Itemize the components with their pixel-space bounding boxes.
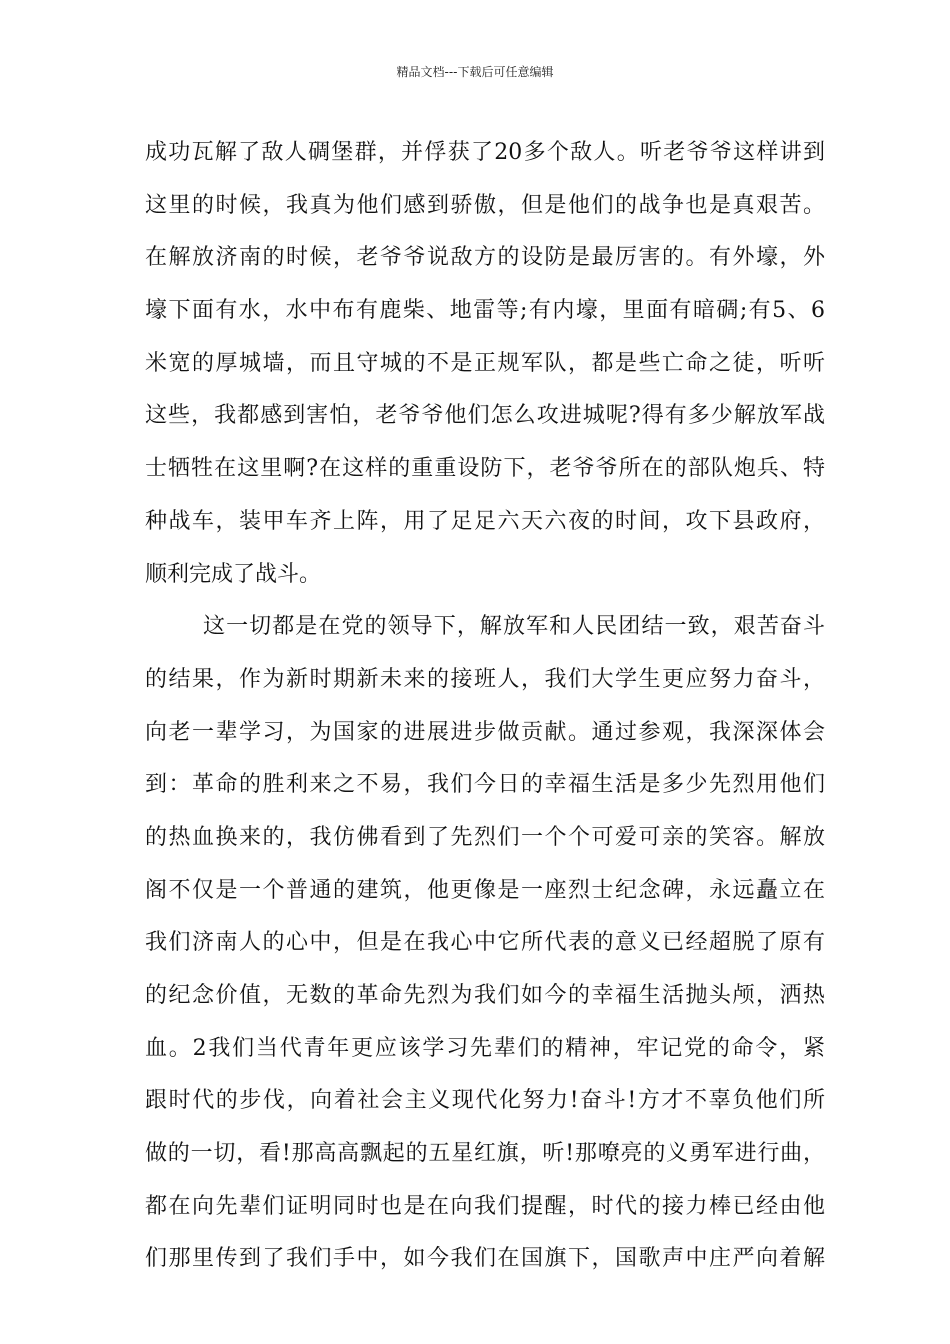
text-line: 血。2我们当代青年更应该学习先辈们的精神，牢记党的命令，紧	[145, 1035, 825, 1061]
text-line: 米宽的厚城墙，而且守城的不是正规军队，都是些亡命之徒，听听	[145, 350, 825, 376]
text-line: 顺利完成了战斗。	[145, 561, 322, 587]
text-line: 壕下面有水，水中布有鹿柴、地雷等;有内壕，里面有暗碉;有5、6	[145, 298, 825, 324]
paragraph-1	[145, 131, 825, 605]
text-line: 在解放济南的时候，老爷爷说敌方的设防是最厉害的。有外壕，外	[145, 245, 825, 271]
text-line: 阁不仅是一个普通的建筑，他更像是一座烈士纪念碑，永远矗立在	[145, 877, 825, 903]
text-line: 种战车，装甲车齐上阵，用了足足六天六夜的时间，攻下县政府，	[145, 508, 825, 534]
text-line: 向老一辈学习，为国家的进展进步做贡献。通过参观，我深深体会	[145, 719, 825, 745]
text-line: 都在向先辈们证明同时也是在向我们提醒，时代的接力棒已经由他	[145, 1193, 825, 1219]
text-line: 这里的时候，我真为他们感到骄傲，但是他们的战争也是真艰苦。	[145, 192, 825, 218]
paragraph-2	[145, 605, 825, 1290]
text-line: 我们济南人的心中，但是在我心中它所代表的意义已经超脱了原有	[145, 930, 825, 956]
text-line: 到：革命的胜利来之不易，我们今日的幸福生活是多少先烈用他们	[145, 772, 825, 798]
text-line: 这些，我都感到害怕，老爷爷他们怎么攻进城呢?得有多少解放军战	[145, 403, 825, 429]
text-line: 的热血换来的，我仿佛看到了先烈们一个个可爱可亲的笑容。解放	[145, 824, 825, 850]
text-line: 的纪念价值，无数的革命先烈为我们如今的幸福生活抛头颅，洒热	[145, 983, 825, 1008]
text-line: 的结果，作为新时期新未来的接班人，我们大学生更应努力奋斗，	[145, 666, 825, 692]
document-body	[145, 131, 825, 1290]
text-line: 们那里传到了我们手中，如今我们在国旗下，国歌声中庄严向着解	[145, 1246, 825, 1272]
text-line: 做的一切，看!那高高飘起的五星红旗，听!那嘹亮的义勇军进行曲，	[145, 1141, 825, 1167]
page-header: 精品文档---下载后可任意编辑	[396, 65, 554, 79]
text-line: 士牺牲在这里啊?在这样的重重设防下，老爷爷所在的部队炮兵、特	[145, 456, 825, 482]
text-line: 这一切都是在党的领导下，解放军和人民团结一致，艰苦奋斗	[203, 614, 825, 640]
text-line: 跟时代的步伐，向着社会主义现代化努力!奋斗!方才不辜负他们所	[145, 1088, 825, 1114]
text-line: 成功瓦解了敌人碉堡群，并俘获了20多个敌人。听老爷爷这样讲到	[145, 140, 825, 165]
